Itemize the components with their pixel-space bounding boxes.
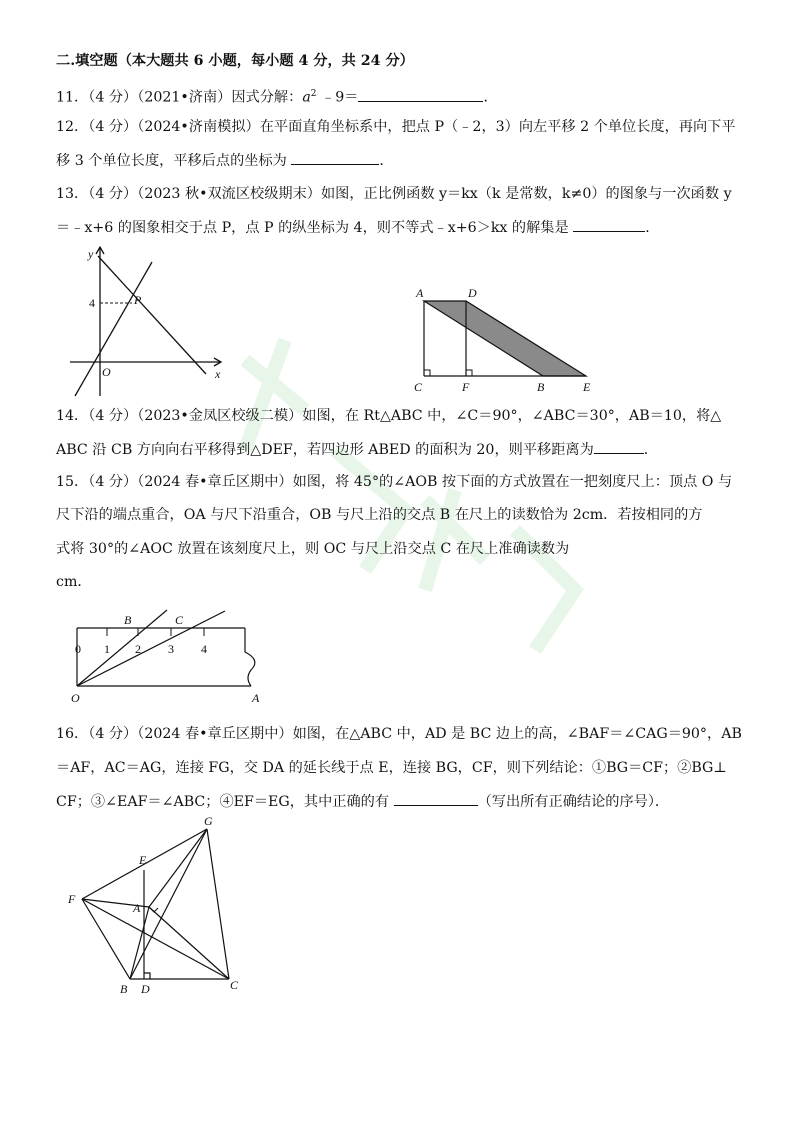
q16-line3 — [56, 791, 669, 812]
label-four: 4 — [89, 296, 95, 310]
label-f: F — [462, 380, 470, 394]
q16-figure — [62, 812, 252, 997]
q15-ruler-figure — [65, 608, 275, 708]
label-d: D — [141, 982, 150, 996]
segment-ag — [149, 829, 207, 907]
label-c: C — [414, 380, 423, 394]
q13-text: ＝﹣x+6 的图象相交于点 P，点 P 的纵坐标为 4，则不等式﹣x+6＞kx 的解集是 — [56, 220, 569, 236]
label-g: G — [204, 814, 213, 828]
q14-text: ABC 沿 CB 方向向右平移得到△DEF，若四边形 ABED 的面积为 20，则平移距离为 — [56, 442, 594, 458]
q15-line3: 式将 30°的∠AOC 放置在该刻度尺上，则 OC 与尺上沿交点 C 在尺上准确读数为 — [56, 541, 570, 557]
label-e: E — [583, 380, 591, 394]
q12-end: ． — [379, 153, 394, 169]
label-f: F — [68, 892, 76, 906]
q16-line2: ＝AF，AC＝AG，连接 FG，交 DA 的延长线于点 E，连接 BG，CF，则下列结论：①BG＝CF；②BG⊥ — [56, 760, 727, 776]
q15-line4: cm． — [56, 574, 92, 590]
q16-answer-blank[interactable] — [394, 791, 478, 806]
shaded-quad-abed — [424, 301, 586, 376]
q11-exponent: 2 — [310, 89, 317, 99]
right-angle-c — [424, 370, 430, 376]
q11-expr: ﹣9＝ — [316, 89, 359, 106]
label-c: C — [230, 978, 239, 992]
label-a: A — [133, 901, 141, 915]
q11-var-a: a — [302, 89, 311, 106]
q14-figure — [410, 283, 600, 398]
label-b: B — [124, 613, 132, 627]
right-angle-f — [466, 370, 472, 376]
ray-ob — [77, 610, 167, 686]
label-d: D — [468, 286, 477, 300]
label-e: E — [139, 853, 147, 867]
q12-line1: 12．（4 分）（2024•济南模拟）在平面直角坐标系中，把点 P（﹣2，3）向左平移 2 个单位长度，再向下平 — [56, 119, 736, 135]
q14-line1: 14．（4 分）（2023•金凤区校级二模）如图，在 Rt△ABC 中，∠C＝90°，∠ABC＝30°，AB＝10，将△ — [56, 408, 722, 424]
label-a: A — [252, 691, 260, 705]
q16-text: CF；③∠EAF＝∠ABC；④EF＝EG，其中正确的有 — [56, 794, 390, 810]
q13-answer-blank[interactable] — [573, 217, 645, 232]
q14-line2 — [56, 439, 658, 460]
tick-label-2: 2 — [135, 642, 141, 656]
tick-label-4: 4 — [201, 642, 207, 656]
segment-bg — [130, 829, 207, 979]
section-title: 二.填空题（本大题共 6 小题，每小题 4 分，共 24 分） — [56, 53, 414, 69]
q12-line2 — [56, 150, 394, 171]
q16-line1: 16．（4 分）（2024 春•章丘区期中）如图，在△ABC 中，AD 是 BC 边上的高，∠BAF＝∠CAG＝90°，AB — [56, 726, 742, 742]
label-y: y — [88, 247, 94, 261]
question-11 — [56, 84, 498, 108]
segment-ba — [130, 907, 149, 979]
label-a: A — [416, 286, 424, 300]
label-c: C — [175, 613, 184, 627]
q13-graph — [60, 244, 240, 400]
line-y-minus-x-plus-6 — [98, 256, 206, 374]
q11-answer-blank[interactable] — [358, 87, 483, 102]
segment-gc — [207, 829, 229, 979]
q12-answer-blank[interactable] — [291, 150, 379, 165]
line-y-kx — [75, 262, 152, 396]
q11-text: 11．（4 分）（2021•济南）因式分解： — [56, 89, 303, 106]
label-b: B — [120, 982, 128, 996]
ruler-torn-edge — [245, 628, 255, 686]
segment-fb — [82, 899, 130, 979]
q13-end: ． — [645, 220, 660, 236]
q15-line2: 尺下沿的端点重合，OA 与尺下沿重合，OB 与尺上沿的交点 B 在尺上的读数恰为 2cm．若按相同的方 — [56, 507, 703, 523]
q13-line1: 13．（4 分）（2023 秋•双流区校级期末）如图，正比例函数 y＝kx（k 是常数，k≠0）的图象与一次函数 y — [56, 186, 732, 202]
tick-label-3: 3 — [168, 642, 174, 656]
label-x: x — [215, 367, 221, 381]
q11-end: ． — [483, 89, 498, 106]
right-angle-a — [149, 907, 158, 912]
right-angle-d — [144, 973, 150, 979]
tick-label-1: 1 — [104, 642, 110, 656]
q15-line1: 15．（4 分）（2024 春•章丘区期中）如图，将 45°的∠AOB 按下面的方式放置在一把刻度尺上：顶点 O 与 — [56, 474, 733, 490]
q12-text: 移 3 个单位长度，平移后点的坐标为 — [56, 153, 287, 169]
q13-line2 — [56, 217, 659, 238]
tick-label-0: 0 — [75, 642, 81, 656]
q16-tail: （写出所有正确结论的序号）． — [477, 794, 670, 810]
label-o: O — [71, 691, 80, 705]
label-origin: O — [102, 365, 111, 379]
label-p: P — [134, 293, 142, 307]
label-b: B — [537, 380, 545, 394]
q14-end: ． — [643, 442, 658, 458]
q14-answer-blank[interactable] — [594, 439, 644, 454]
